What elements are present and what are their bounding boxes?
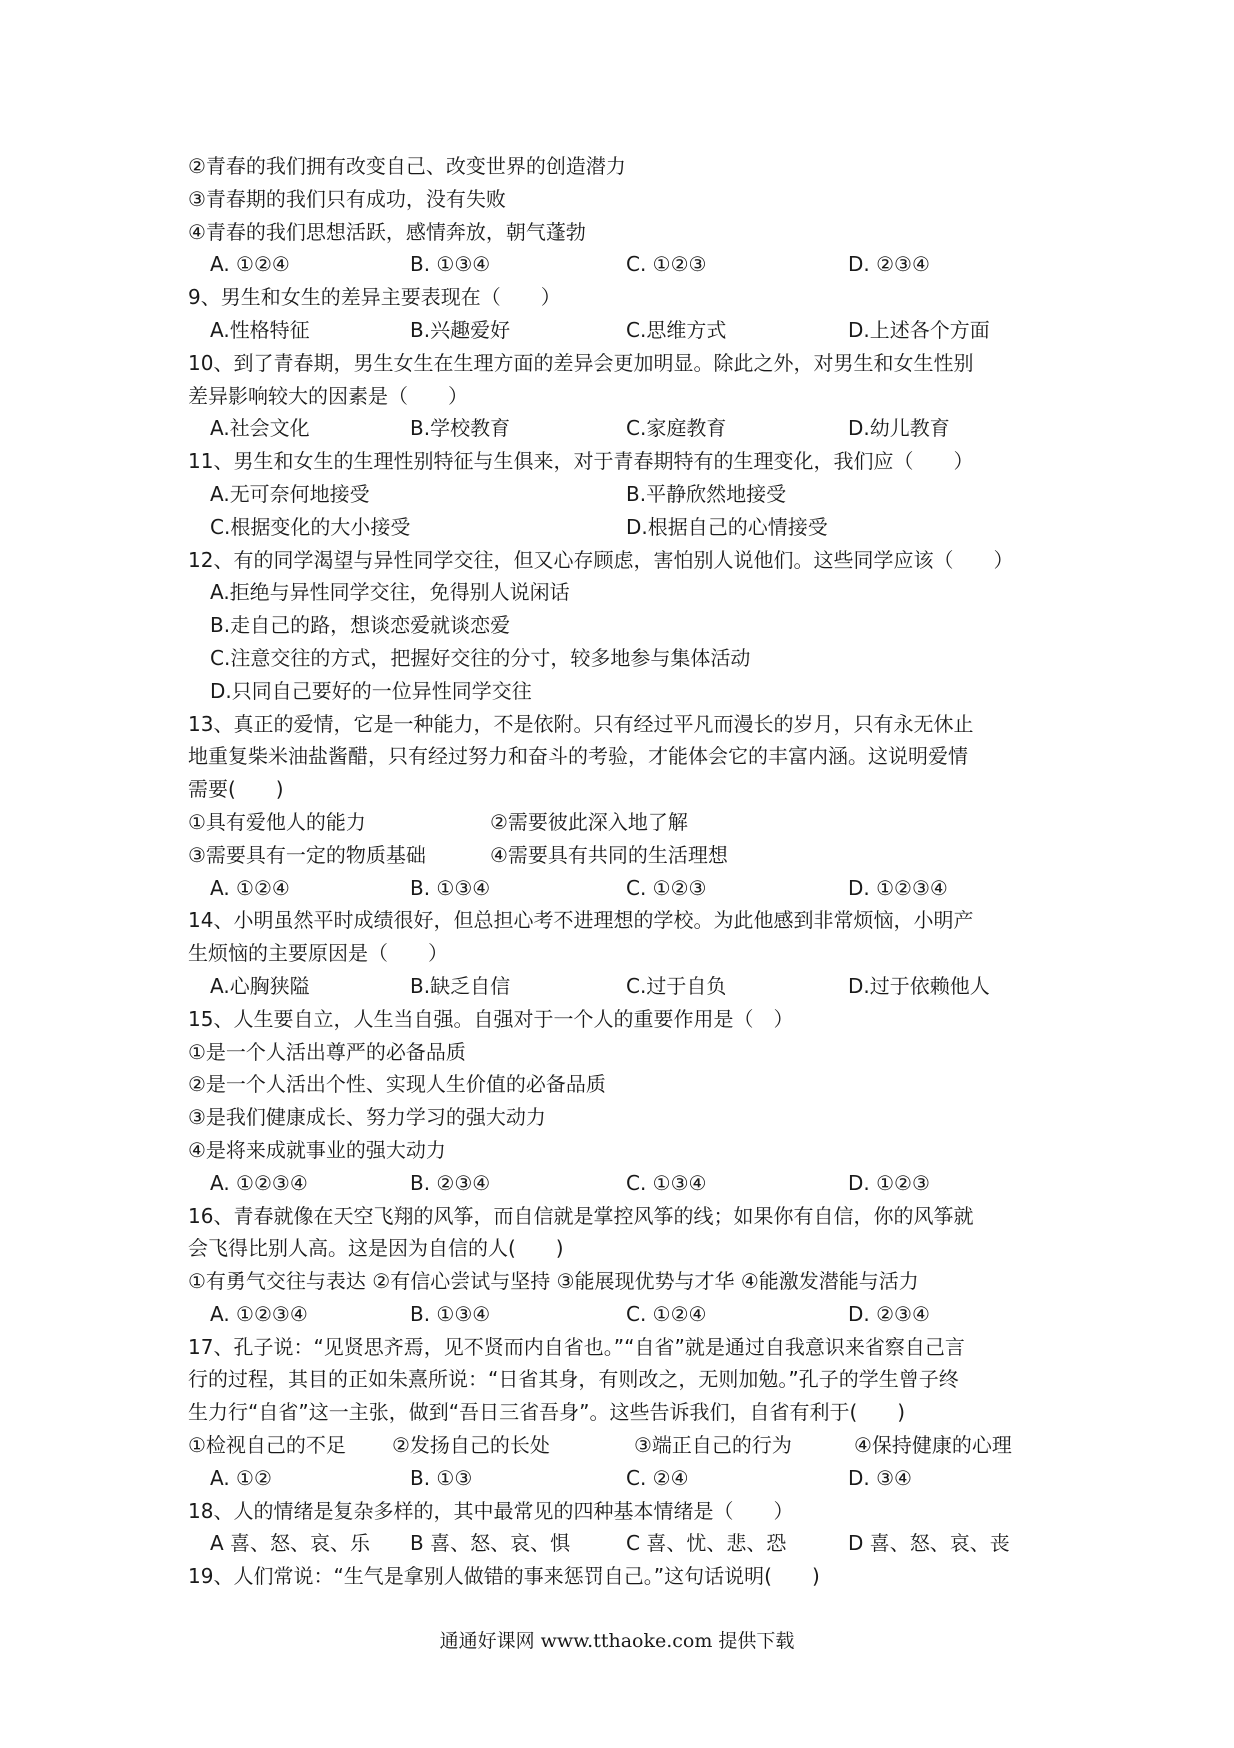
q9-options [188, 314, 1068, 347]
question-10-line: 10、到了青春期，男生女生在生理方面的差异会更加明显。除此之外，对男生和女生性别 [188, 350, 974, 375]
statement-line: ③青春期的我们只有成功，没有失败 [188, 186, 506, 211]
option-d: D.上述各个方面 [848, 317, 990, 342]
q14-options [188, 970, 1068, 1003]
q15-options [188, 1167, 1068, 1200]
option-a: A.无可奈何地接受 [210, 481, 370, 506]
question-19: 19、人们常说：“生气是拿别人做错的事来惩罚自己。”这句话说明( ) [188, 1564, 820, 1589]
question-17-line: 行的过程，其目的正如朱熹所说：“日省其身，有则改之，无则加勉。”孔子的学生曾子终 [188, 1367, 959, 1392]
statement-line: ④青春的我们思想活跃，感情奔放，朝气蓬勃 [188, 219, 586, 244]
option-b: B.兴趣爱好 [410, 317, 511, 342]
question-18: 18、人的情绪是复杂多样的，其中最常见的四种基本情绪是（ ） [188, 1498, 794, 1523]
option-b: B. ②③④ [410, 1170, 491, 1195]
question-9: 9、男生和女生的差异主要表现在（ ） [188, 285, 561, 310]
option-c: C.过于自负 [626, 973, 727, 998]
option-c: C.根据变化的大小接受 [210, 514, 411, 539]
question-16-line: 16、青春就像在天空飞翔的风筝，而自信就是掌控风筝的线；如果你有自信，你的风筝就 [188, 1203, 974, 1228]
option-c: C. ①②③ [626, 875, 707, 900]
q17-options [188, 1462, 1068, 1495]
option-b: B. ①③ [410, 1465, 473, 1490]
statement-1: ①是一个人活出尊严的必备品质 [188, 1039, 466, 1064]
q8-options [188, 248, 1068, 281]
option-b: B 喜、怒、哀、惧 [410, 1531, 571, 1556]
statement-2: ②是一个人活出个性、实现人生价值的必备品质 [188, 1072, 606, 1097]
option-a: A. ①②④ [210, 252, 290, 277]
option-c: C. ①③④ [626, 1170, 707, 1195]
question-13-line: 地重复柴米油盐酱醋，只有经过努力和奋斗的考验，才能体会它的丰富内涵。这说明爱情 [188, 744, 968, 769]
option-d: D.只同自己要好的一位异性同学交往 [210, 678, 532, 703]
option-c: C.注意交往的方式，把握好交往的分寸，较多地参与集体活动 [210, 645, 751, 670]
option-c: C. ①②③ [626, 252, 707, 277]
statement-line: ②青春的我们拥有改变自己、改变世界的创造潜力 [188, 154, 626, 178]
option-a: A. ①② [210, 1465, 272, 1490]
question-10-line: 差异影响较大的因素是（ ） [188, 383, 468, 408]
option-d: D. ①②③ [848, 1170, 930, 1195]
statement-2: ②需要彼此深入地了解 [490, 809, 688, 834]
option-d: D.过于依赖他人 [848, 973, 990, 998]
q16-statements: ①有勇气交往与表达 ②有信心尝试与坚持 ③能展现优势与才华 ④能激发潜能与活力 [188, 1269, 919, 1294]
question-13-line: 需要( ) [188, 777, 284, 802]
question-17-line: 17、孔子说：“见贤思齐焉，见不贤而内自省也。”“自省”就是通过自我意识来省察自己言 [188, 1334, 965, 1359]
question-15: 15、人生要自立，人生当自强。自强对于一个人的重要作用是（ ） [188, 1006, 794, 1031]
statement-1: ①检视自己的不足 [188, 1433, 346, 1458]
option-d: D.幼儿教育 [848, 416, 950, 441]
question-12: 12、有的同学渴望与异性同学交往，但又心存顾虑，害怕别人说他们。这些同学应该（ ） [188, 547, 1014, 572]
statement-3: ③需要具有一定的物质基础 [188, 842, 426, 867]
q11-options-ab [188, 478, 1068, 511]
option-b: B.走自己的路，想谈恋爱就谈恋爱 [210, 613, 511, 638]
q13-statements [188, 839, 1068, 872]
option-b: B. ①③④ [410, 875, 491, 900]
option-c: C 喜、忧、悲、恐 [626, 1531, 787, 1556]
option-d: D. ②③④ [848, 252, 930, 277]
statement-4: ④是将来成就事业的强大动力 [188, 1137, 446, 1162]
option-a: A. ①②③④ [210, 1301, 308, 1326]
option-a: A.拒绝与异性同学交往，免得别人说闲话 [210, 580, 570, 605]
option-c: C.思维方式 [626, 317, 727, 342]
exam-page [188, 150, 1068, 1593]
statement-4: ④需要具有共同的生活理想 [490, 842, 728, 867]
question-16-line: 会飞得比别人高。这是因为自信的人( ) [188, 1236, 564, 1261]
option-d: D. ①②③④ [848, 875, 948, 900]
footer-source: 通通好课网 www.tthaoke.com 提供下载 [439, 1630, 795, 1652]
statement-1: ①具有爱他人的能力 [188, 809, 366, 834]
statement-4: ④保持健康的心理 [854, 1433, 1012, 1458]
statement-2: ②发扬自己的长处 [392, 1433, 550, 1458]
option-b: B.缺乏自信 [410, 973, 511, 998]
option-a: A. ①②④ [210, 875, 290, 900]
question-14-line: 生烦恼的主要原因是（ ） [188, 941, 448, 966]
question-14-line: 14、小明虽然平时成绩很好，但总担心考不进理想的学校。为此他感到非常烦恼，小明产 [188, 908, 974, 933]
q13-statements [188, 806, 1068, 839]
option-b: B.平静欣然地接受 [626, 481, 787, 506]
question-13-line: 13、真正的爱情，它是一种能力，不是依附。只有经过平凡而漫长的岁月，只有永无休止 [188, 711, 974, 736]
option-d: D 喜、怒、哀、丧 [848, 1531, 1010, 1556]
statement-3: ③是我们健康成长、努力学习的强大动力 [188, 1105, 546, 1130]
option-c: C.家庭教育 [626, 416, 727, 441]
q11-options-cd [188, 511, 1068, 544]
option-b: B. ①③④ [410, 1301, 491, 1326]
option-b: B.学校教育 [410, 416, 511, 441]
option-a: A.社会文化 [210, 416, 310, 441]
statement-3: ③端正自己的行为 [634, 1433, 792, 1458]
option-b: B. ①③④ [410, 252, 491, 277]
option-d: D. ②③④ [848, 1301, 930, 1326]
option-d: D.根据自己的心情接受 [626, 514, 828, 539]
option-a: A.性格特征 [210, 317, 310, 342]
option-a: A 喜、怒、哀、乐 [210, 1531, 371, 1556]
option-c: C. ②④ [626, 1465, 689, 1490]
option-a: A.心胸狭隘 [210, 973, 310, 998]
question-11: 11、男生和女生的生理性别特征与生俱来，对于青春期特有的生理变化，我们应（ ） [188, 449, 974, 474]
q18-options [188, 1527, 1068, 1560]
q10-options [188, 412, 1068, 445]
question-17-line: 生力行“自省”这一主张，做到“吾日三省吾身”。这些告诉我们，自省有利于( ) [188, 1400, 906, 1425]
option-c: C. ①②④ [626, 1301, 707, 1326]
option-d: D. ③④ [848, 1465, 912, 1490]
q17-statements [188, 1429, 1068, 1462]
option-a: A. ①②③④ [210, 1170, 308, 1195]
q13-options [188, 872, 1068, 905]
q16-options [188, 1298, 1068, 1331]
